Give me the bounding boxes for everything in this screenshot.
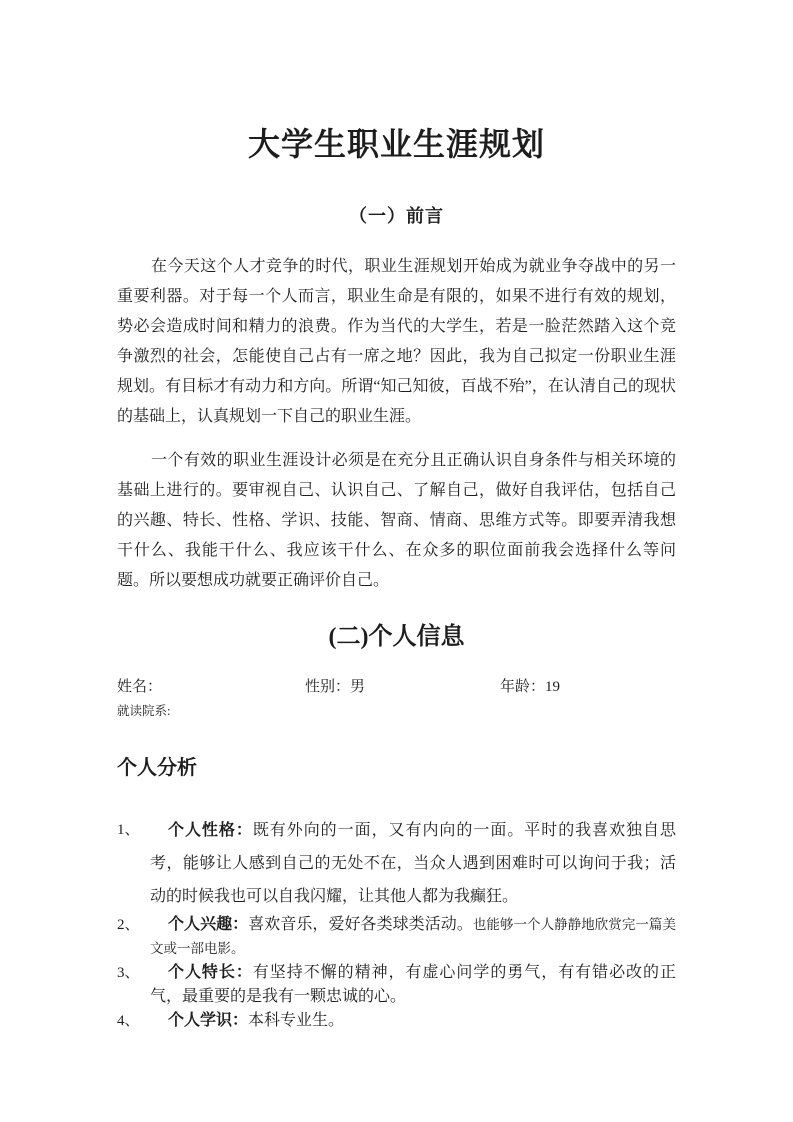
list-item [117, 814, 676, 913]
preface-paragraph-1: 在今天这个人才竞争的时代，职业生涯规划开始成为就业争夺战中的另一重要利器。对于每一个人而言，职业生命是有限的，如果不进行有效的规划，势必会造成时间和精力的浪费。作为当代的大学生，若是一脸茫然踏入这个竞争激烈的社会，怎能使自己占有一席之地？因此，我为自己拟定一份职业生涯规划。有目标才有动力和方向。所谓“知己知彼，百战不殆”，在认清自己的现状的基础上，认真规划一下自己的职业生涯。 [117, 258, 676, 425]
list-item [117, 913, 676, 961]
personal-info-row [117, 676, 676, 698]
name-field [117, 676, 305, 698]
item-label: 个人学识： [168, 1012, 249, 1029]
preface-paragraph-2: 一个有效的职业生涯设计必须是在充分且正确认识自身条件与相关环境的基础上进行的。要审视自己、认识自己、了解自己，做好自我评估，包括自己的兴趣、特长、性格、学识、技能、智商、情商、思维方式等。即要弄清我想干什么、我能干什么、我应该干什么、在众多的职位面前我会选择什么等问题。所以要想成功就要正确评价自己。 [117, 452, 676, 589]
analysis-list [117, 814, 676, 1033]
preface-heading: （一）前言 [349, 206, 444, 226]
age-label: 年龄： [500, 679, 546, 695]
item-text: 本科专业生。 [248, 1012, 345, 1029]
gender-field [305, 676, 500, 698]
item-label: 个人性格： [168, 822, 253, 839]
list-item [117, 961, 676, 1009]
document-title: 大学生职业生涯规划 [247, 126, 545, 162]
item-label: 个人兴趣： [168, 916, 249, 933]
department-label: 就读院系: [117, 704, 171, 718]
item-number: 2、 [117, 917, 140, 933]
age-field [500, 676, 560, 698]
item-number: 3、 [117, 965, 140, 981]
item-text: 有坚持不懈的精神，有虚心问学的勇气，有有错必改的正气，最重要的是我有一颗忠诚的心。 [150, 964, 676, 1005]
item-text-small: 也能够一个人静静地欣赏完一篇美文或一部电影。 [150, 917, 676, 956]
item-text: 喜欢音乐，爱好各类球类活动。 [248, 916, 473, 933]
gender-value: 男 [350, 679, 366, 695]
list-item [117, 1009, 676, 1033]
item-text: 既有外向的一面，又有内向的一面。平时的我喜欢独自思考，能够让人感到自己的无处不在，当众人遇到困难时可以询问于我；活动的时候我也可以自我闪耀，让其他人都为我癫狂。 [150, 822, 676, 905]
gender-label: 性别： [305, 679, 351, 695]
personal-info-heading: (二)个人信息 [328, 624, 465, 650]
item-number: 1、 [117, 822, 140, 838]
name-label: 姓名： [117, 679, 163, 695]
item-number: 4、 [117, 1013, 140, 1029]
item-label: 个人特长： [168, 964, 253, 981]
analysis-heading: 个人分析 [117, 757, 197, 779]
age-value: 19 [545, 679, 561, 695]
department-field [117, 702, 676, 720]
